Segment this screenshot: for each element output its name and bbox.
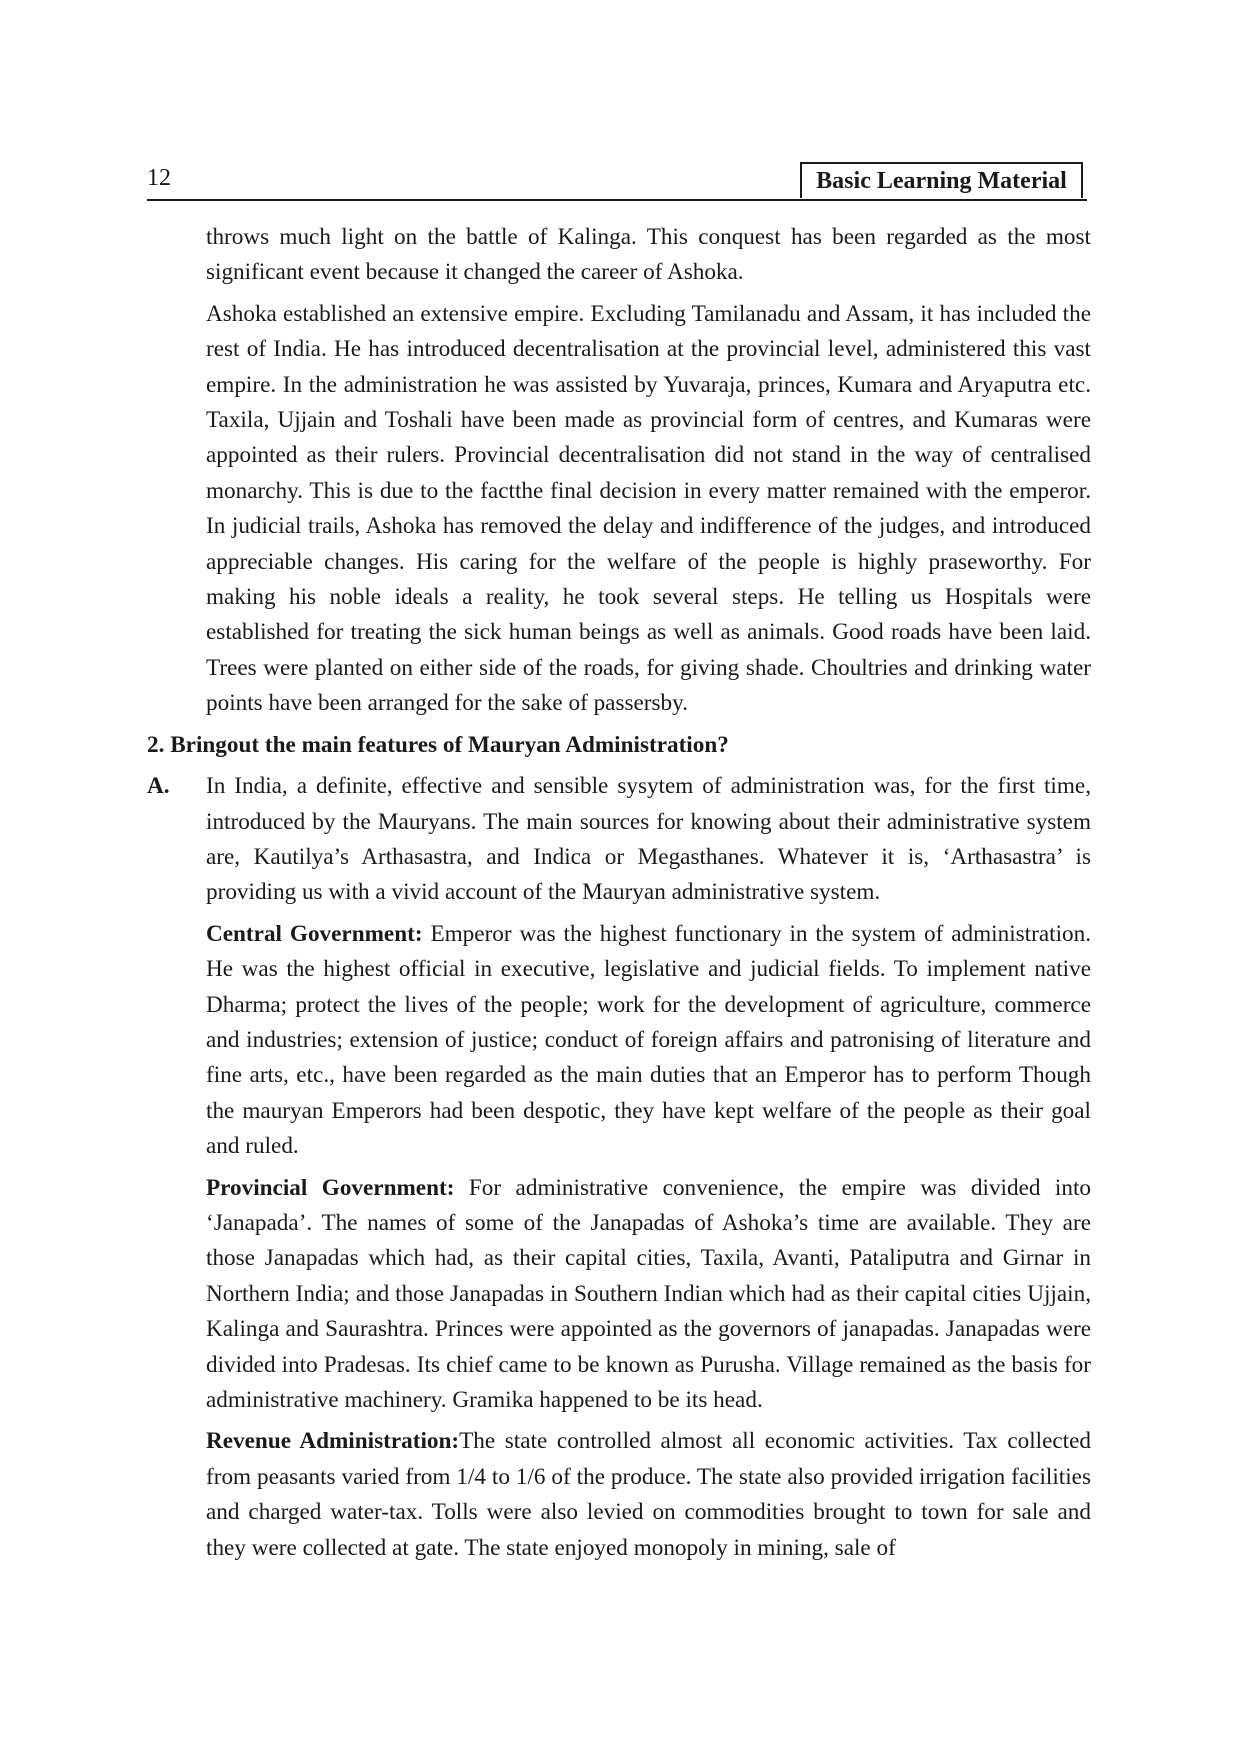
provincial-government-text: For administrative convenience, the empire was divided into ‘Janapada’. The names of some of the Janapadas of Ashoka’s time are available. They are those Janapadas which had, as their capital cities, Taxila, Avanti, Pataliputra and Girnar in Northern India; and those Janapadas in Southern Indian which had as their capital cities Ujjain, Kalinga and Saurashtra. Princes were appointed as the governors of janapadas. Janapadas were divided into Pradesas. Its chief came to be known as Purusha. Village remained as the basis for administrative machinery. Gramika happened to be its head.: [206, 1174, 1091, 1413]
section-provincial-government: [206, 1171, 1091, 1419]
revenue-administration-text: The state controlled almost all economic activities. Tax collected from peasants varied from 1/4 to 1/6 of the produce. The state also provided irrigation facilities and charged water-tax. Tolls were also levied on commodities brought to town for sale and they were collected at gate. The state enjoyed monopoly in mining, sale of: [206, 1428, 1092, 1561]
revenue-administration-heading: Revenue Administration:: [206, 1428, 460, 1455]
page-number: 12: [147, 165, 171, 191]
header-rule: [147, 199, 1087, 201]
paragraph-ashoka-empire: Ashoka established an extensive empire. Excluding Tamilanadu and Assam, it has included the rest of India. He has introduced decentralisation at the provincial level, administered this vast empire. In the administration he was assisted by Yuvaraja, princes, Kumara and Aryaputra etc. Taxila, Ujjain and Toshali have been made as provincial form of centres, and Kumaras were appointed as their rulers. Provincial decentralisation did not stand in the way of centralised monarchy. This is due to the factthe final decision in every matter remained with the emperor. In judicial trails, Ashoka has removed the delay and indifference of the judges, and introduced appreciable changes. His caring for the welfare of the people is highly praseworthy. For making his noble ideals a reality, he took several steps. He telling us Hospitals were established for treating the sick human beings as well as animals. Good roads have been laid. Trees were planted on either side of the roads, for giving shade. Choultries and drinking water points have been arranged for the sake of passersby.: [206, 300, 1091, 717]
central-government-text: Emperor was the highest functionary in the system of administration. He was the highest official in executive, legislative and judicial fields. To implement native Dharma; protect the lives of the people; work for the development of agriculture, commerce and industries; extension of justice; conduct of foreign affairs and patronising of literature and fine arts, etc., have been regarded as the main duties that an Emperor has to perform Though the mauryan Emperors had been despotic, they have kept welfare of the people as their goal and ruled.: [206, 920, 1091, 1160]
provincial-government-heading: Provincial Government:: [206, 1174, 455, 1201]
section-central-government: [206, 917, 1091, 1165]
answer-marker: A.: [147, 773, 170, 800]
body-text: [147, 220, 1092, 1572]
paragraph-kalinga: throws much light on the battle of Kalinga. This conquest has been regarded as the most significant event because it changed the career of Ashoka.: [206, 224, 1091, 286]
central-government-heading: Central Government:: [206, 920, 423, 947]
running-header-title: Basic Learning Material: [800, 162, 1083, 198]
section-revenue-administration: [206, 1424, 1091, 1566]
answer-intro-text: In India, a definite, effective and sensible sysytem of administration was, for the first time, introduced by the Mauryans. The main sources for knowing about their administrative system are, Kautilya’s Arthasastra, and Indica or Megasthanes. Whatever it is, ‘Arthasastra’ is providing us with a vivid account of the Mauryan administrative system.: [206, 773, 1091, 906]
answer-intro: [147, 769, 1091, 911]
question-heading: 2. Bringout the main features of Mauryan Administration?: [147, 731, 729, 758]
